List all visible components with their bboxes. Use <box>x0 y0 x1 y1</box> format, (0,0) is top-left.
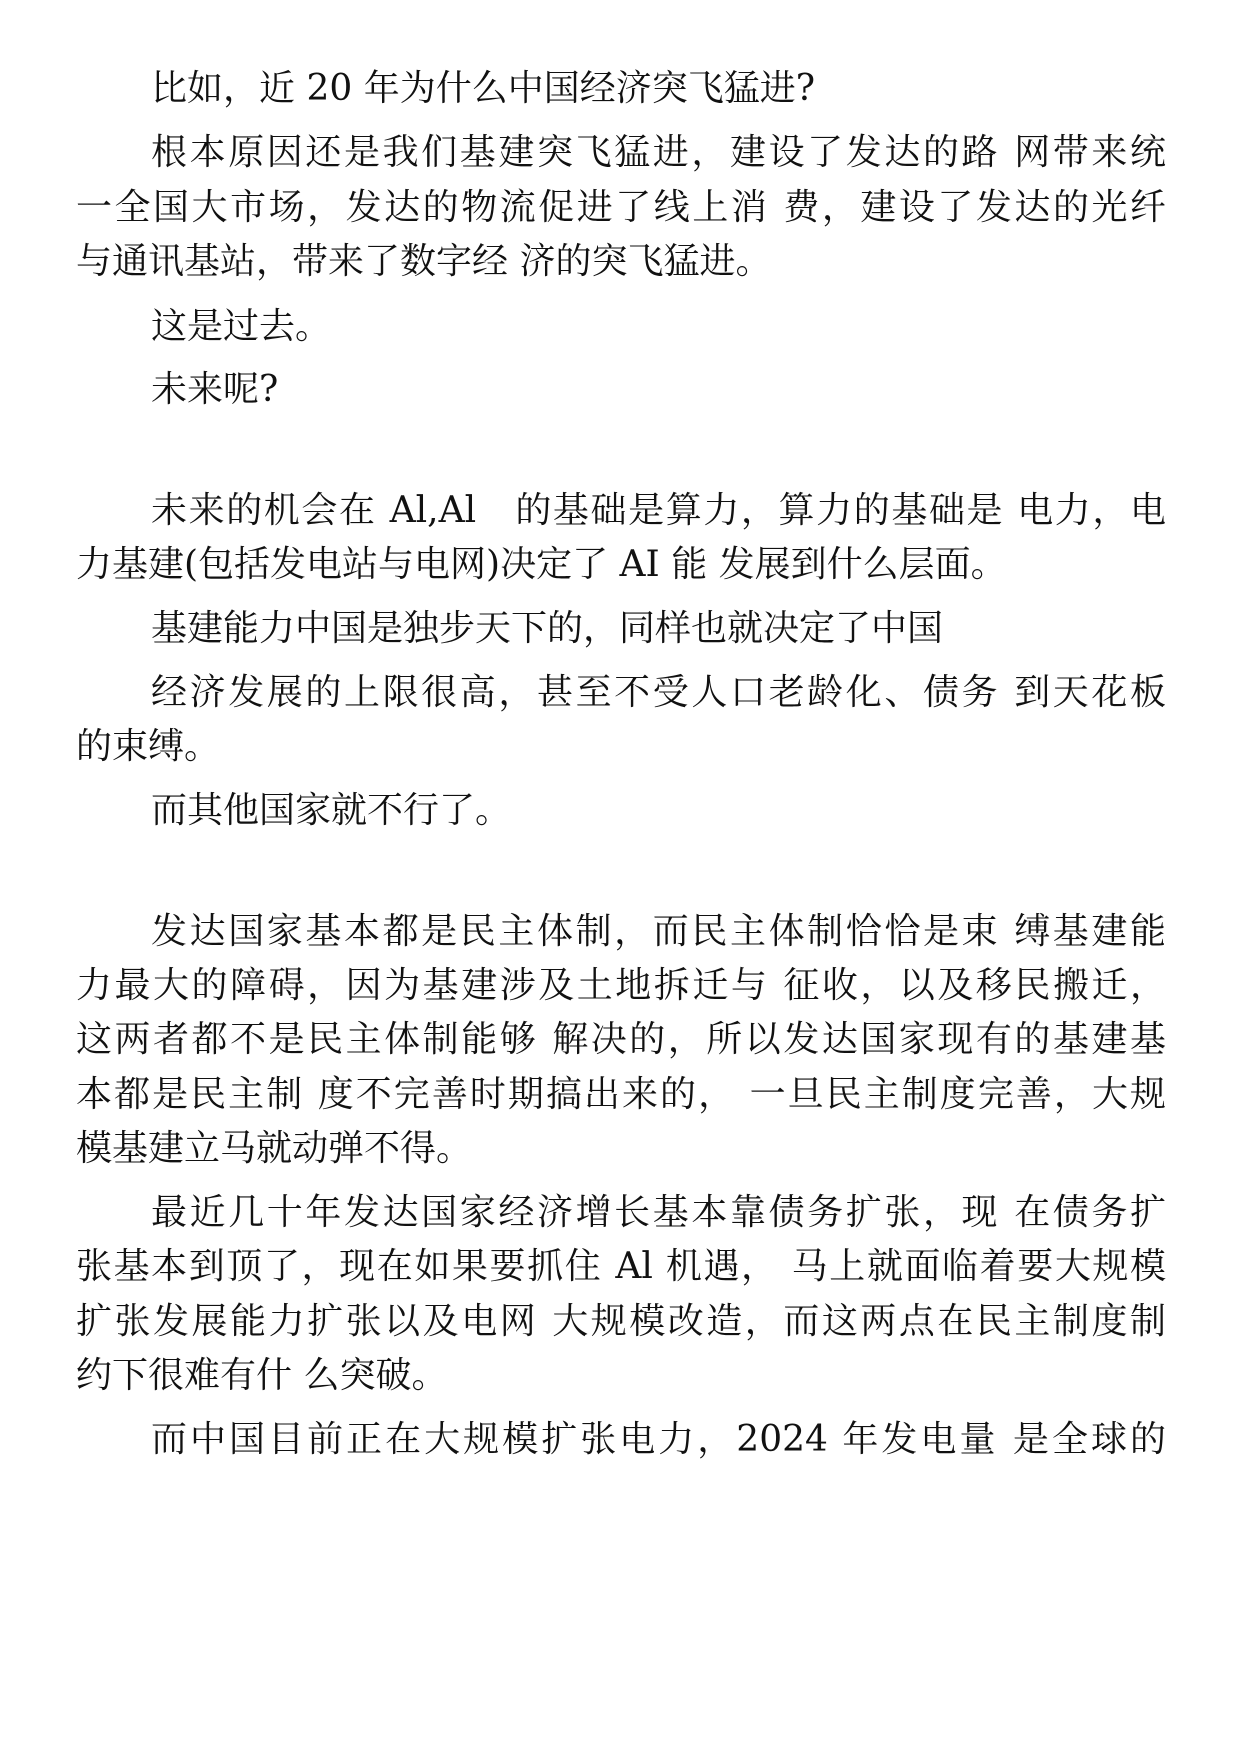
paragraph-line: 力最大的障碍，因为基建涉及土地拆迁与 征收，以及移民搬迁， <box>76 965 1166 1006</box>
paragraph-line: 根本原因还是我们基建突飞猛进，建设了发达的路 网带来统 <box>151 132 1166 173</box>
paragraph-line: 力基建(包括发电站与电网)决定了 AI 能 发展到什么层面。 <box>76 544 1007 585</box>
paragraph-line: 约下很难有什 么突破。 <box>76 1355 448 1396</box>
paragraph-line: 最近几十年发达国家经济增长基本靠债务扩张，现 在债务扩 <box>151 1192 1166 1233</box>
paragraph-line: 经济发展的上限很高，甚至不受人口老龄化、债务 到天花板 <box>151 672 1166 713</box>
paragraph-line: 而其他国家就不行了。 <box>151 790 512 831</box>
paragraph-line: 未来的机会在 Al,Al 的基础是算力，算力的基础是 电力，电 <box>151 490 1166 531</box>
paragraph-line: 比如，近 20 年为什么中国经济突飞猛进? <box>151 68 815 109</box>
paragraph-line: 本都是民主制 度不完善时期搞出来的， 一旦民主制度完善，大规 <box>76 1074 1166 1115</box>
paragraph-line: 与通讯基站，带来了数字经 济的突飞猛进。 <box>76 241 772 282</box>
paragraph-line: 未来呢? <box>151 369 279 410</box>
paragraph-line: 张基本到顶了，现在如果要抓住 Al 机遇， 马上就面临着要大规模 <box>76 1246 1166 1287</box>
paragraph-line: 扩张发展能力扩张以及电网 大规模改造，而这两点在民主制度制 <box>76 1301 1166 1342</box>
paragraph-line: 一全国大市场，发达的物流促进了线上消 费，建设了发达的光纤 <box>76 187 1166 228</box>
paragraph-line: 发达国家基本都是民主体制，而民主体制恰恰是束 缚基建能 <box>151 911 1166 952</box>
paragraph-line: 这是过去。 <box>151 306 332 347</box>
paragraph-line: 而中国目前正在大规模扩张电力，2024 年发电量 是全球的 <box>151 1419 1166 1460</box>
paragraph-line: 这两者都不是民主体制能够 解决的，所以发达国家现有的基建基 <box>76 1019 1166 1060</box>
paragraph-line: 的束缚。 <box>76 726 221 767</box>
paragraph-line: 基建能力中国是独步天下的，同样也就决定了中国 <box>151 608 944 649</box>
paragraph-line: 模基建立马就动弹不得。 <box>76 1128 473 1169</box>
